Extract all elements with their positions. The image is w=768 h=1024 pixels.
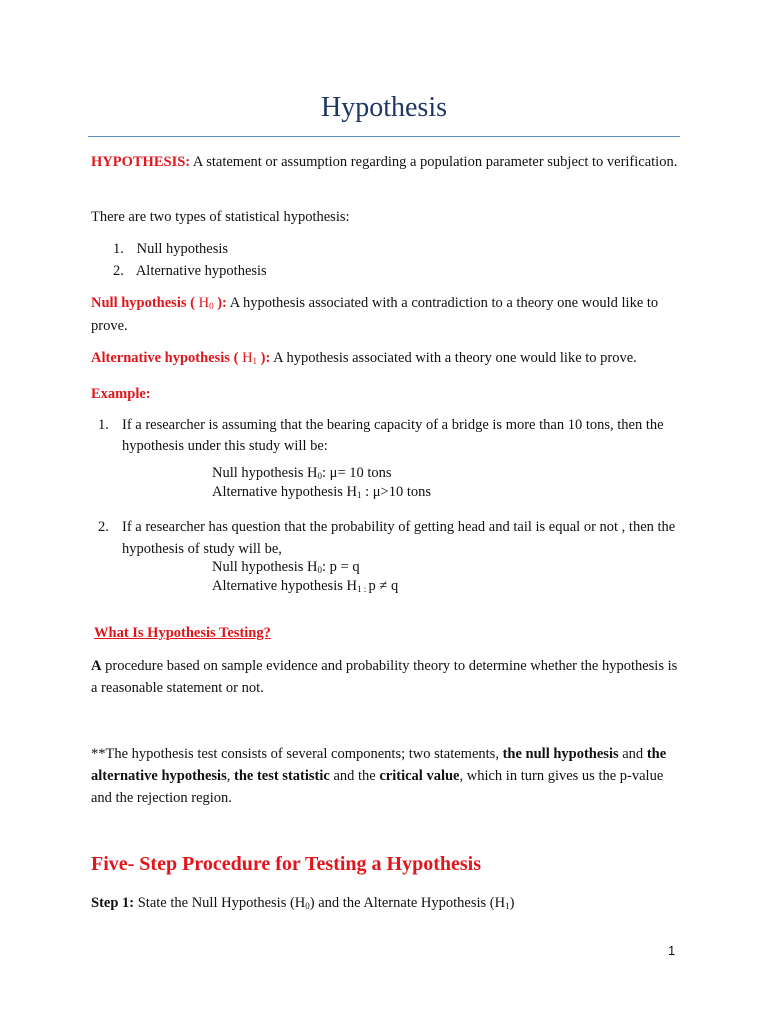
alternative-hypothesis-definition — [91, 347, 687, 370]
null-hypothesis-definition — [91, 292, 687, 337]
alt-label: Alternative hypothesis ( H1 ): — [91, 350, 271, 366]
alt-text: A hypothesis associated with a theory one would like to prove. — [270, 350, 637, 366]
example-1-alt: Alternative hypothesis H1 : μ>10 tons — [212, 484, 432, 500]
title-divider — [88, 136, 680, 137]
example-2-null: Null hypothesis H0: p = q — [212, 559, 360, 575]
example-1: 1. If a researcher is assuming that the bearing capacity of a bridge is more than 10 tons, then the hypothesis under this study will be: — [98, 415, 690, 457]
hypothesis-definition — [91, 151, 687, 173]
components-paragraph: **The hypothesis test consists of several components; two statements, the null hypothesis and the alternative hypothesis, the test statistic and the critical value, which in turn gives us the p-value and the rejection region. — [91, 746, 667, 806]
types-intro: There are two types of statistical hypothesis: — [91, 209, 350, 225]
section-heading: Five- Step Procedure for Testing a Hypothesis — [91, 853, 481, 875]
null-text: A hypothesis associated with a contradiction to a theory one would like to prove. — [91, 295, 659, 334]
step-1: Step 1: State the Null Hypothesis (H0) and the Alternate Hypothesis (H1) — [91, 895, 515, 911]
definition-text: A statement or assumption regarding a population parameter subject to verification. — [190, 154, 678, 170]
example-2-text: If a researcher has question that the probability of getting head and tail is equal or not , then the hypothesis of study will be, — [122, 519, 676, 557]
example-1-null: Null hypothesis H0: μ= 10 tons — [212, 465, 392, 481]
page-title: Hypothesis — [321, 92, 447, 123]
list-item: 2. Alternative hypothesis — [113, 263, 267, 279]
testing-definition: A procedure based on sample evidence and probability theory to determine whether the hypothesis is a reasonable statement or not. — [91, 658, 678, 696]
page-number: 1 — [668, 943, 676, 958]
example-2-alt: Alternative hypothesis H1 : p ≠ q — [212, 578, 399, 594]
example-2: 2. If a researcher has question that the probability of getting head and tail is equal or not , then the hypothesis of study will be, — [98, 516, 690, 560]
null-label: Null hypothesis ( H0 ): — [91, 295, 227, 311]
example-label: Example: — [91, 386, 151, 402]
example-1-text: If a researcher is assuming that the bearing capacity of a bridge is more than 10 tons, then the hypothesis under this study will be: — [122, 417, 664, 454]
definition-label: HYPOTHESIS: — [91, 154, 191, 170]
types-list — [113, 238, 693, 282]
testing-heading: What Is Hypothesis Testing? — [94, 625, 271, 641]
list-item: 1. Null hypothesis — [113, 241, 229, 257]
